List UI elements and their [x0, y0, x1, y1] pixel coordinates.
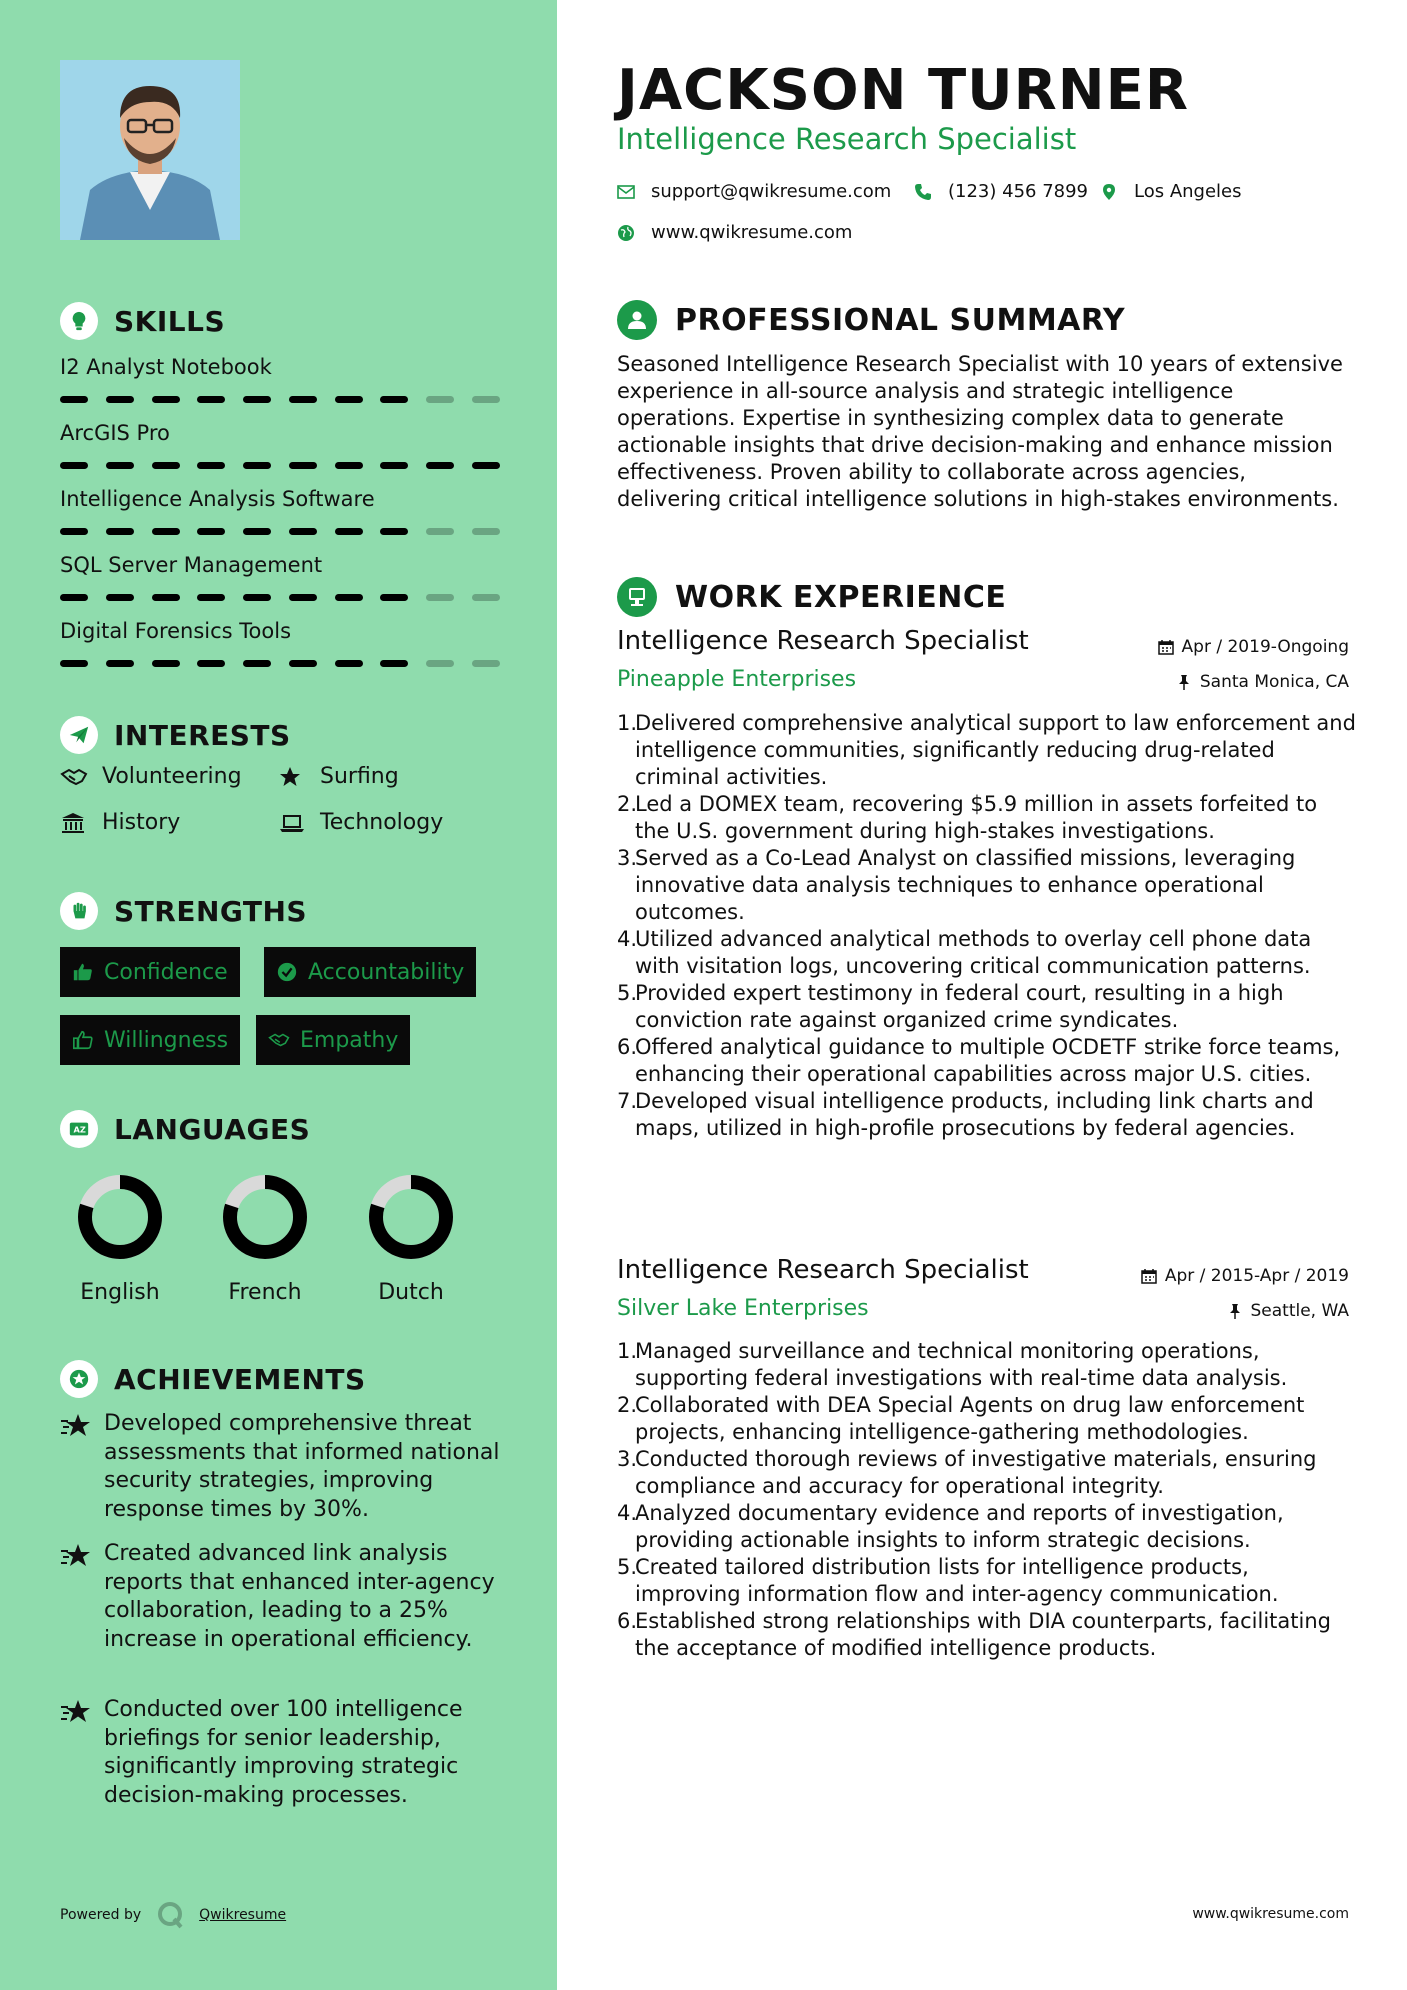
skill-level-segment [197, 660, 225, 667]
powered-by: Powered by Qwikresume [60, 1900, 286, 1930]
job-bullet: 4. Analyzed documentary evidence and reports of investigation, providing actionable insights to inform strategic decisions. [617, 1501, 1284, 1552]
language-name: Dutch [378, 1280, 444, 1305]
skill-level-segment [472, 528, 500, 535]
job-bullets [617, 710, 1357, 1142]
skill-level-segment [243, 594, 271, 601]
globe-icon [617, 224, 635, 242]
skill-name: SQL Server Management [60, 553, 323, 577]
skill-level-segment [106, 396, 134, 403]
skill-level-segment [472, 594, 500, 601]
star-badge-icon [60, 1360, 98, 1398]
skill-level-segment [289, 594, 317, 601]
pushpin-icon [1227, 1303, 1243, 1319]
language-name: French [228, 1280, 302, 1305]
skill-level-segment [289, 396, 317, 403]
skill-level-segment [60, 528, 88, 535]
skill-level-segment [335, 594, 363, 601]
skill-level-segment [243, 462, 271, 469]
skill-level-bar [60, 396, 500, 403]
job-bullet: 2. Led a DOMEX team, recovering $5.9 million in assets forfeited to the U.S. government during high-stakes investigations. [617, 792, 1318, 843]
skill-name: ArcGIS Pro [60, 421, 170, 445]
achievement-item: Conducted over 100 intelligence briefings for senior leadership, significantly improving strategic decision-making processes. [60, 1696, 500, 1810]
achievement-item: Created advanced link analysis reports that enhanced inter-agency collaboration, leading to a 25% increase in operational efficiency. [60, 1540, 500, 1654]
skill-level-segment [152, 396, 180, 403]
strength-badge: Willingness [60, 1015, 240, 1065]
language-level-ring [366, 1172, 456, 1262]
skill-level-segment [106, 528, 134, 535]
calendar-icon [1141, 1268, 1157, 1284]
skill-level-segment [472, 660, 500, 667]
skill-level-segment [60, 396, 88, 403]
job-bullet: 3. Served as a Co-Lead Analyst on classified missions, leveraging innovative data analysis techniques to enhance operational outcomes. [617, 846, 1296, 924]
svg-text:Z: Z [79, 1124, 86, 1135]
skill-level-segment [152, 660, 180, 667]
job-bullets [617, 1338, 1357, 1662]
job-bullet: 4. Utilized advanced analytical methods to overlay cell phone data with visitation logs, uncovering critical communication patterns. [617, 927, 1312, 978]
skill-name: Intelligence Analysis Software [60, 487, 375, 511]
skill-level-bar [60, 462, 500, 469]
skill-level-segment [426, 660, 454, 667]
pushpin-icon [1176, 674, 1192, 690]
skill-level-segment [197, 594, 225, 601]
check-circle-icon [276, 961, 298, 983]
language-level-ring [75, 1172, 165, 1262]
interest-item: History [60, 810, 180, 835]
skill-level-segment [380, 660, 408, 667]
contact-website[interactable]: www.qwikresume.com [617, 222, 852, 243]
handshake-icon [268, 1029, 290, 1051]
achievements-heading: ACHIEVEMENTS [60, 1360, 366, 1398]
interests-heading: INTERESTS [60, 716, 291, 754]
job-company: Silver Lake Enterprises [617, 1296, 869, 1321]
calendar-icon [1158, 639, 1174, 655]
job-location: Santa Monica, CA [1176, 672, 1349, 692]
skill-level-segment [197, 396, 225, 403]
skill-level-segment [60, 462, 88, 469]
job-title: Intelligence Research Specialist [617, 626, 1029, 656]
skill-level-segment [152, 528, 180, 535]
skill-level-segment [106, 660, 134, 667]
languages-heading: A Z LANGUAGES [60, 1110, 310, 1148]
skill-item [60, 484, 500, 535]
skill-name: Digital Forensics Tools [60, 619, 292, 643]
paper-plane-icon [60, 716, 98, 754]
skill-level-segment [335, 660, 363, 667]
language-item [341, 1172, 481, 1305]
interest-item: Surfing [278, 764, 399, 789]
skill-level-segment [426, 594, 454, 601]
skill-level-segment [106, 594, 134, 601]
strengths-heading: STRENGTHS [60, 892, 307, 930]
candidate-role: Intelligence Research Specialist [617, 122, 1077, 156]
job-location: Seattle, WA [1227, 1301, 1350, 1321]
qwikresume-logo-icon [155, 1900, 185, 1930]
job-dates: Apr / 2019-Ongoing [1158, 637, 1349, 657]
map-pin-icon [1100, 183, 1118, 201]
job-bullet: 7. Developed visual intelligence products, including link charts and maps, utilized in high-profile prosecutions by federal agencies. [617, 1089, 1314, 1140]
skill-level-segment [243, 396, 271, 403]
language-item [50, 1172, 190, 1305]
summary-text: Seasoned Intelligence Research Specialist with 10 years of extensive experience in all-source analysis and strategic intelligence operations. Expertise in synthesizing complex data to generate actionable insights that drive decision-making and enhance mission effectiveness. Proven ability to collaborate across agencies, delivering critical intelligence solutions in high-stakes environments. [617, 352, 1343, 511]
user-icon [617, 300, 657, 340]
job-bullet: 5. Created tailored distribution lists for intelligence products, improving information flow and inter-agency communication. [617, 1555, 1279, 1606]
job-bullet: 6. Offered analytical guidance to multiple OCDETF strike force teams, enhancing their operational capabilities across major U.S. cities. [617, 1035, 1341, 1086]
footer-url[interactable]: www.qwikresume.com [1192, 1906, 1349, 1922]
skill-name: I2 Analyst Notebook [60, 355, 272, 379]
strength-badge: Confidence [60, 947, 240, 997]
skill-level-segment [335, 528, 363, 535]
interest-item: Volunteering [60, 764, 242, 789]
contact-location: Los Angeles [1100, 181, 1242, 202]
language-item [195, 1172, 335, 1305]
thumbs-up-outline-icon [72, 1029, 94, 1051]
medal-star-icon [60, 1698, 92, 1726]
language-name: English [80, 1280, 160, 1305]
skill-level-segment [426, 528, 454, 535]
skill-level-segment [243, 660, 271, 667]
raised-fist-icon [60, 892, 98, 930]
skill-level-segment [152, 462, 180, 469]
svg-text:A: A [73, 1124, 80, 1135]
skill-level-segment [197, 528, 225, 535]
skill-level-segment [152, 594, 180, 601]
lightbulb-icon [60, 302, 98, 340]
job-bullet: 2. Collaborated with DEA Special Agents on drug law enforcement projects, enhancing intelligence-gathering methodologies. [617, 1393, 1305, 1444]
strength-badge: Empathy [256, 1015, 410, 1065]
skill-level-segment [335, 396, 363, 403]
interest-item: Technology [278, 810, 443, 835]
skill-item [60, 352, 500, 403]
skill-level-segment [380, 594, 408, 601]
skill-level-segment [380, 396, 408, 403]
job-bullet: 3. Conducted thorough reviews of investigative materials, ensuring compliance and accuracy for operational integrity. [617, 1447, 1317, 1498]
skill-level-segment [426, 462, 454, 469]
skill-level-segment [472, 396, 500, 403]
thumbs-up-icon [72, 961, 94, 983]
skill-level-segment [472, 462, 500, 469]
contact-email[interactable]: support@qwikresume.com [617, 181, 891, 202]
contact-phone[interactable]: (123) 456 7899 [914, 181, 1088, 202]
skill-level-segment [426, 396, 454, 403]
envelope-icon [617, 183, 635, 201]
strength-badge: Accountability [264, 947, 476, 997]
skill-level-segment [60, 660, 88, 667]
skill-level-segment [289, 528, 317, 535]
language-level-ring [220, 1172, 310, 1262]
achievement-item: Developed comprehensive threat assessments that informed national security strategies, improving response times by 30%. [60, 1410, 500, 1524]
experience-heading: WORK EXPERIENCE [617, 577, 1006, 617]
skill-item [60, 550, 500, 601]
skill-item [60, 418, 500, 469]
skill-level-segment [380, 528, 408, 535]
skill-level-segment [380, 462, 408, 469]
skill-level-segment [335, 462, 363, 469]
skill-level-segment [106, 462, 134, 469]
medal-star-icon [60, 1412, 92, 1440]
language-icon [60, 1110, 98, 1148]
job-bullet: 1. Delivered comprehensive analytical support to law enforcement and intelligence communities, significantly reducing drug-related criminal activities. [617, 711, 1356, 789]
skill-level-segment [197, 462, 225, 469]
job-company: Pineapple Enterprises [617, 667, 857, 692]
job-bullet: 5. Provided expert testimony in federal court, resulting in a high conviction rate against organized crime syndicates. [617, 981, 1284, 1032]
skill-level-segment [289, 660, 317, 667]
skill-level-segment [243, 528, 271, 535]
medal-star-icon [60, 1542, 92, 1570]
handshake-icon [60, 766, 88, 788]
job-title: Intelligence Research Specialist [617, 1255, 1029, 1285]
phone-icon [914, 183, 932, 201]
summary-heading: PROFESSIONAL SUMMARY [617, 300, 1125, 340]
skill-item [60, 616, 500, 667]
skill-level-segment [60, 594, 88, 601]
skills-heading: SKILLS [60, 302, 225, 340]
qwikresume-link[interactable]: Qwikresume [199, 1907, 287, 1923]
job-bullet: 6. Established strong relationships with DIA counterparts, facilitating the acceptance of modified intelligence products. [617, 1609, 1331, 1660]
job-dates: Apr / 2015-Apr / 2019 [1141, 1266, 1349, 1286]
star-icon [278, 766, 306, 788]
museum-icon [60, 812, 88, 834]
skill-level-bar [60, 660, 500, 667]
skill-level-segment [289, 462, 317, 469]
skill-level-bar [60, 594, 500, 601]
briefcase-icon [617, 577, 657, 617]
profile-photo [60, 60, 240, 240]
candidate-name: JACKSON TURNER [617, 58, 1190, 123]
laptop-icon [278, 812, 306, 834]
job-bullet: 1. Managed surveillance and technical monitoring operations, supporting federal investigations with real-time data analysis. [617, 1339, 1288, 1390]
sidebar [0, 0, 557, 1990]
skill-level-bar [60, 528, 500, 535]
